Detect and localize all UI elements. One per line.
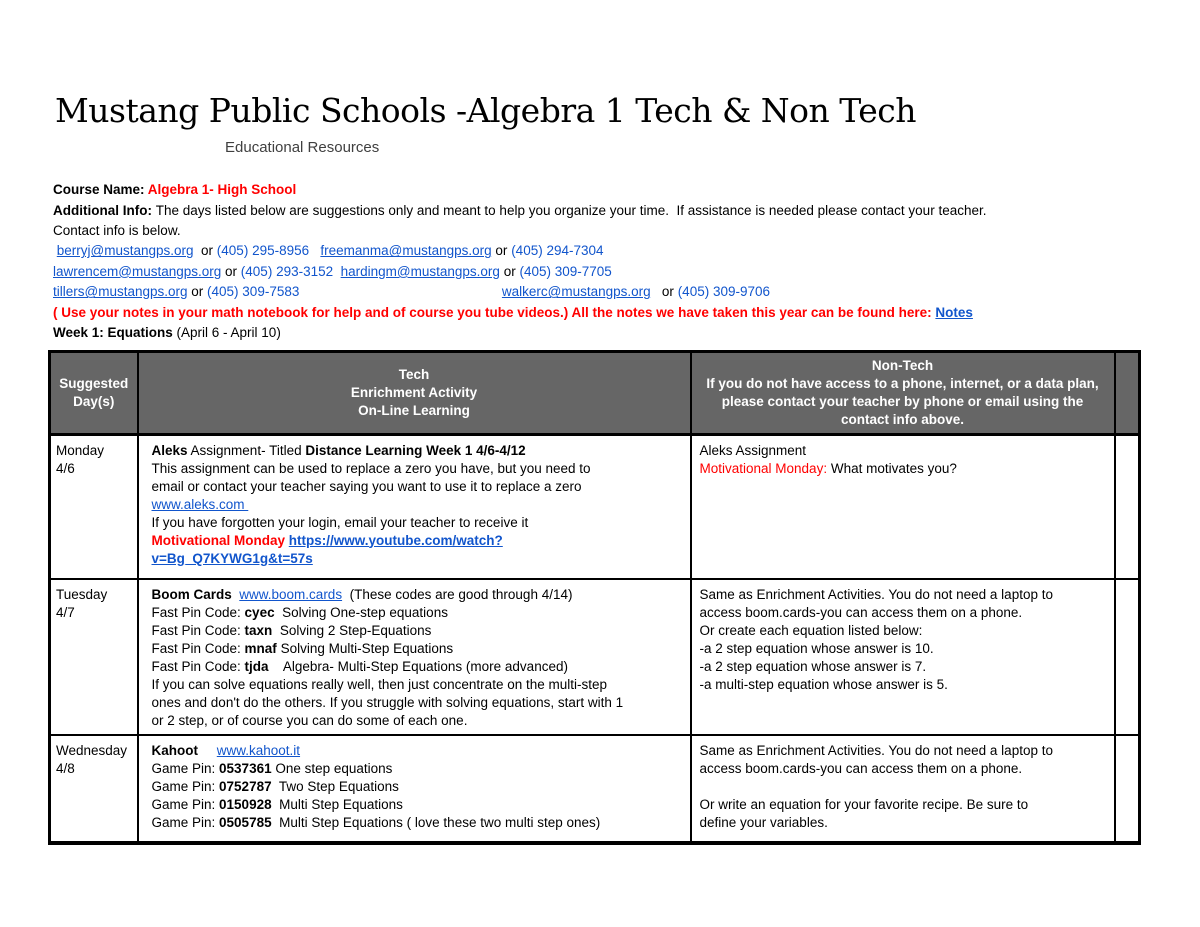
text-run: Fast Pin Code: (151, 605, 245, 620)
header-line: Tech (398, 366, 430, 382)
day-cell (50, 579, 138, 735)
cell-line (700, 460, 1106, 478)
text-run: Same as Enrichment Activities. You do not need a laptop to (699, 743, 1053, 758)
text-run (309, 243, 320, 258)
table-header-row (50, 351, 1140, 434)
contact-note-line (53, 221, 1145, 241)
text-run: Solving One-step equations (274, 605, 448, 620)
text-run: or (193, 243, 217, 259)
text-run: Week 1: Equations (53, 325, 173, 341)
kahoot-link[interactable]: www.kahoot.it (216, 743, 301, 758)
text-run: mnaf (244, 641, 277, 656)
phone-berryj: (405) 295-8956 (216, 243, 310, 259)
notes-link[interactable]: Notes (935, 304, 973, 320)
header-nontech (691, 351, 1115, 434)
week-heading (53, 323, 1145, 343)
phone-walkerc: (405) 309-9706 (677, 284, 771, 300)
tech-cell (138, 735, 691, 843)
cell-line (152, 442, 682, 460)
youtube-link[interactable]: https://www.youtube.com/watch? (288, 532, 503, 548)
text-run: or (491, 243, 512, 259)
cell-line (700, 778, 1106, 796)
text-run: If you have forgotten your login, email your teacher to receive it (151, 514, 529, 530)
cell-line (152, 778, 682, 796)
cell-line: 4/7 (56, 605, 75, 620)
text-run: Aleks Assignment (699, 442, 807, 458)
text-run: The days listed below are suggestions only and meant to help you organize your time. If assistance is needed please contact your teacher. (155, 202, 987, 218)
cell-line (700, 586, 1106, 604)
text-run: Aleks (151, 442, 188, 458)
cell-line (152, 496, 682, 514)
cell-line (152, 640, 682, 658)
cell-line (152, 532, 682, 550)
cell-line: Monday (56, 442, 105, 458)
email-link-hardingm[interactable]: hardingm@mustangps.org (340, 263, 500, 279)
cell-line (700, 760, 1106, 778)
text-run: Motivational Monday (151, 532, 289, 548)
course-name-line (53, 180, 1145, 200)
text-run: Solving 2 Step-Equations (272, 623, 432, 638)
phone-hardingm: (405) 309-7705 (519, 263, 612, 279)
aleks-link[interactable]: www.aleks.com (151, 496, 249, 512)
contact-row-1 (53, 241, 1145, 261)
text-run: Boom Cards (151, 587, 232, 602)
cell-line (700, 658, 1106, 676)
text-run: taxn (244, 623, 273, 638)
cell-line (700, 640, 1106, 658)
text-run: One step equations (271, 761, 393, 776)
cell-line (700, 814, 1106, 832)
cell-line: 4/6 (56, 460, 75, 476)
text-run: Solving Multi-Step Equations (276, 641, 454, 656)
boom-cards-link[interactable]: www.boom.cards (239, 587, 343, 602)
cell-line (152, 460, 682, 478)
text-run: or (650, 284, 678, 300)
text-run: 0505785 (219, 815, 272, 830)
text-run: or 2 step, or of course you can do some of each one. (151, 713, 468, 728)
text-run: Fast Pin Code: (151, 641, 245, 656)
header-line: Enrichment Activity (350, 384, 478, 400)
extra-cell (1115, 579, 1140, 735)
additional-info-line (53, 201, 1145, 221)
tech-cell (138, 579, 691, 735)
cell-line (152, 796, 682, 814)
text-run: access boom.cards-you can access them on a phone. (699, 761, 1023, 776)
text-run: If you can solve equations really well, then just concentrate on the multi-step (151, 677, 607, 692)
text-run: -a 2 step equation whose answer is 7. (699, 659, 927, 674)
cell-line (152, 478, 682, 496)
tech-cell (138, 434, 691, 579)
table-row (50, 735, 1140, 843)
header-suggested-days (50, 351, 138, 434)
text-run: access boom.cards-you can access them on a phone. (699, 605, 1023, 620)
phone-freemanma: (405) 294-7304 (511, 243, 604, 259)
text-run: Game Pin: (151, 815, 220, 830)
cell-line (700, 442, 1106, 460)
cell-line (152, 658, 682, 676)
text-run: email or contact your teacher saying you want to use it to replace a zero (151, 478, 582, 494)
header-line: Non-Tech (871, 357, 934, 373)
email-link-tillers[interactable]: tillers@mustangps.org (53, 284, 188, 300)
text-run: Or create each equation listed below: (699, 623, 923, 638)
header-line: Day(s) (73, 393, 115, 409)
cell-line (152, 586, 682, 604)
day-cell (50, 735, 138, 843)
header-line: If you do not have access to a phone, internet, or a data plan, please contact your teacher by phone or email using the contact info above. (706, 375, 1103, 427)
contact-row-2 (53, 262, 1145, 282)
text-run (198, 743, 217, 758)
email-link-freemanma[interactable]: freemanma@mustangps.org (320, 243, 492, 259)
text-run: This assignment can be used to replace a zero you have, but you need to (151, 460, 591, 476)
text-run: or (221, 263, 241, 279)
page-title: Mustang Public Schools -Algebra 1 Tech & Non Tech (55, 91, 917, 130)
table-row (50, 579, 1140, 735)
cell-line (152, 694, 682, 712)
cell-line (152, 712, 682, 730)
cell-line (152, 514, 682, 532)
email-link-lawrencem[interactable]: lawrencem@mustangps.org (53, 263, 222, 279)
cell-line (152, 604, 682, 622)
text-run: ones and don't do the others. If you struggle with solving equations, start with 1 (151, 695, 624, 710)
cell-line: Wednesday (56, 743, 128, 758)
text-run: -a 2 step equation whose answer is 10. (699, 641, 934, 656)
intro-section (53, 180, 1145, 343)
text-run: Game Pin: (151, 761, 220, 776)
youtube-link[interactable]: v=Bg_Q7KYWG1g&t=57s (151, 550, 313, 566)
text-run (333, 264, 341, 279)
text-run: Fast Pin Code: (151, 623, 245, 638)
text-run: -a multi-step equation whose answer is 5. (699, 677, 948, 692)
cell-line: 4/8 (56, 761, 75, 776)
text-run: Multi Step Equations ( love these two multi step ones) (271, 815, 601, 830)
text-run: 0150928 (219, 797, 272, 812)
text-run: or (187, 284, 208, 300)
contact-row-3 (53, 282, 1145, 302)
cell-line (152, 676, 682, 694)
text-run: Additional Info: (53, 202, 156, 218)
text-run: define your variables. (699, 815, 828, 830)
text-run: Course Name: (53, 182, 148, 198)
cell-line (152, 814, 682, 832)
cell-line (152, 622, 682, 640)
extra-cell (1115, 735, 1140, 843)
cell-line (700, 604, 1106, 622)
header-empty (1115, 351, 1140, 434)
text-run: Algebra 1- High School (147, 182, 297, 198)
text-run: tjda (244, 659, 269, 674)
day-cell (50, 434, 138, 579)
text-run: Game Pin: (151, 779, 220, 794)
nontech-cell (691, 735, 1115, 843)
text-run: What motivates you? (830, 460, 957, 476)
text-run: 0752787 (219, 779, 272, 794)
phone-tillers: (405) 309-7583 (207, 284, 300, 300)
header-line: On-Line Learning (358, 402, 470, 418)
cell-line (700, 742, 1106, 760)
text-run: Fast Pin Code: (151, 659, 245, 674)
text-run: Motivational Monday: (699, 460, 831, 476)
cell-line (152, 742, 682, 760)
cell-line (152, 760, 682, 778)
text-run: Algebra- Multi-Step Equations (more advanced) (268, 659, 568, 674)
nontech-cell (691, 434, 1115, 579)
text-run: Or write an equation for your favorite recipe. Be sure to (699, 797, 1029, 812)
notes-line (53, 303, 1145, 323)
text-run: (April 6 - April 10) (172, 325, 281, 341)
text-run: or (499, 263, 520, 279)
table-row (50, 434, 1140, 579)
extra-cell (1115, 434, 1140, 579)
nontech-cell (691, 579, 1115, 735)
email-link-berryj[interactable]: berryj@mustangps.org (56, 243, 194, 259)
phone-lawrencem: (405) 293-3152 (240, 263, 334, 279)
text-run: Kahoot (151, 743, 198, 758)
cell-line (700, 622, 1106, 640)
cell-line: Tuesday (56, 587, 108, 602)
cell-line (152, 550, 682, 568)
cell-line (700, 796, 1106, 814)
text-run: Contact info is below. (53, 223, 181, 239)
text-run: ( Use your notes in your math notebook for help and of course you tube videos.) All the notes we have taken this year can be found here: (53, 304, 936, 320)
document-subtitle: Educational Resources (225, 139, 380, 157)
header-line: Suggested (59, 375, 129, 391)
text-run: Game Pin: (151, 797, 220, 812)
email-link-walkerc[interactable]: walkerc@mustangps.org (501, 284, 651, 300)
text-run: 0537361 (219, 761, 272, 776)
cell-line (700, 676, 1106, 694)
text-run: Two Step Equations (271, 779, 399, 794)
text-run: Multi Step Equations (271, 797, 403, 812)
text-run (299, 284, 502, 299)
schedule-table (48, 350, 1141, 846)
text-run: Assignment- Titled (187, 442, 306, 458)
table-body (50, 434, 1140, 843)
text-run: Same as Enrichment Activities. You do not need a laptop to (699, 587, 1053, 602)
text-run: (These codes are good through 4/14) (342, 587, 573, 602)
text-run: Distance Learning Week 1 4/6-4/12 (305, 442, 526, 458)
header-tech (138, 351, 691, 434)
text-run: cyec (244, 605, 275, 620)
